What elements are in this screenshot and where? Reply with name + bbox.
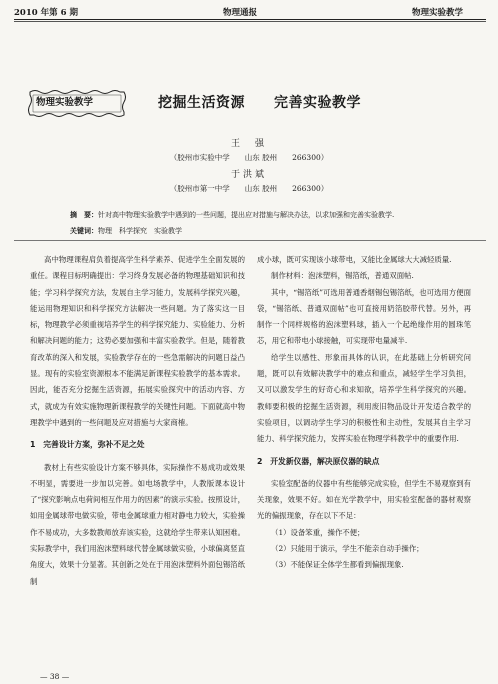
journal-name: 物理通报 <box>223 8 258 18</box>
paragraph: 制作材料：泡沫塑料，锡箔纸，普通双面帖. <box>271 271 414 281</box>
paragraph: 成小球，既可实现该小球带电，又能比金属球大大减轻质量. <box>257 255 452 264</box>
page-number: — 38 — <box>40 672 70 681</box>
author-affiliation-2: （胶州市第一中学 山东 胶州 266300） <box>169 184 329 193</box>
section-name: 物理实验教学 <box>412 8 464 18</box>
section-heading-1: 1 完善设计方案，弥补不足之处 <box>30 440 145 450</box>
section-heading-2: 2 开发新仪器，解决原仪器的缺点 <box>257 456 380 466</box>
list-item: （3）不能保证全体学生都看到偏振现象. <box>271 560 404 570</box>
author-name-1: 王 强 <box>230 139 267 149</box>
abstract-separator <box>14 240 486 241</box>
keywords-label: 关键词： <box>70 226 98 235</box>
column-label: 物理实验教学 <box>36 97 94 108</box>
abstract-label: 摘 要： <box>70 210 98 219</box>
running-header <box>0 0 498 20</box>
column-label-box <box>28 88 126 118</box>
keywords-text: 物理 科学探究 实验教学 <box>98 227 182 235</box>
list-item: （1）设备笨重，操作不便； <box>271 527 365 537</box>
paragraph: 高中物理课程肩负着提高学生科学素养、促进学生全面发展的重任。课程目标明确提出：学习终身发展必备的物理基础知识和技能；学习科学探究方法，发展自主学习能力，发展科学探究兴趣，能运用物理知识和科学探究方法解决一些问题。为了落实这一目标，物理教学必须重视培养学生的科学探究能力、实验能力、分析和解决问题的能力；这势必要加强和丰富实验教学。但是，随着教育改革的深入和发展，实验教学存在的一些急需解决的问题日益凸显。现有的实验室资源根本不能满足新课程实验教学的基本需求。因此，能否充分挖掘生活资源，拓展实验探究中的活动内容、方式，就成为有效实施物理新课程教学的关键性问题。下面就高中物理教学中遇到的一些问题及应对措施与大家商榷。 <box>30 255 245 427</box>
list-item: （2）只能用于演示，学生不能亲自动手操作； <box>271 544 424 554</box>
abstract <box>70 210 470 220</box>
left-column <box>30 252 245 590</box>
article-title: 挖掘生活资源 完善实验教学 <box>158 95 361 111</box>
paragraph: 其中，“锡箔纸”可选用普通香烟锡包锡箔纸，也可选用方便面袋，“锡箔纸、普通双面帖”也可直接用奶箔胶带代替。另外，再制作一个同样规格的泡沫塑料球，插入一个起绝缘作用的圆珠笔芯，用它和带电小球接触，可实现带电量减半. <box>257 287 471 346</box>
author-affiliation-1: （胶州市实验中学 山东 胶州 266300） <box>169 153 329 162</box>
author-name-2: 于洪斌 <box>230 170 267 180</box>
issue-label: 2010 年第 6 期 <box>14 8 78 18</box>
right-column <box>257 252 471 574</box>
paragraph: 实验室配备的仪器中有些能够完成实验，但学生不易观察到有关现象，效果不好。如在光学教学中，用实验室配备的器材观察光的偏振现象，存在以下不足： <box>257 478 471 521</box>
header-rule-thin <box>14 21 486 22</box>
paragraph: 给学生以感性、形象而具体的认识，在此基础上分析研究问题，既可以有效解决教学中的难点和重点，减轻学生学习负担，又可以激发学生的好奇心和求知欲，培养学生科学探究的兴趣。教师要积极的挖掘生活资源，利用废旧物品设计开发适合教学的实验项目，以调动学生学习的积极性和主动性，发展其自主学习能力、科学探究能力，发挥实验在物理学科教学中的重要作用. <box>257 352 471 444</box>
paragraph: 教材上有些实验设计方案不够具体，实际操作不易成功或效果不明显，需要进一步加以完善。如电场教学中，人教版课本设计了“探究影响点电荷间相互作用力的因素”的演示实验。按照设计，如用金属球带电做实验，带电金属球重力相对静电力较大，实验操作不易成功，大多数教师放弃该实验，这就给学生带来认知困难。实际教学中，我们用泡沫塑料球代替金属球做实验，小球偏离竖直角度大，效果十分显著。其创新之处在于用泡沫塑料外面包锡箔纸制 <box>30 462 245 586</box>
keywords <box>70 226 470 236</box>
abstract-text: 针对高中物理实验教学中遇到的一些问题，提出应对措施与解决办法，以求加强和完善实验教学. <box>98 211 395 219</box>
header-rule <box>14 19 486 20</box>
